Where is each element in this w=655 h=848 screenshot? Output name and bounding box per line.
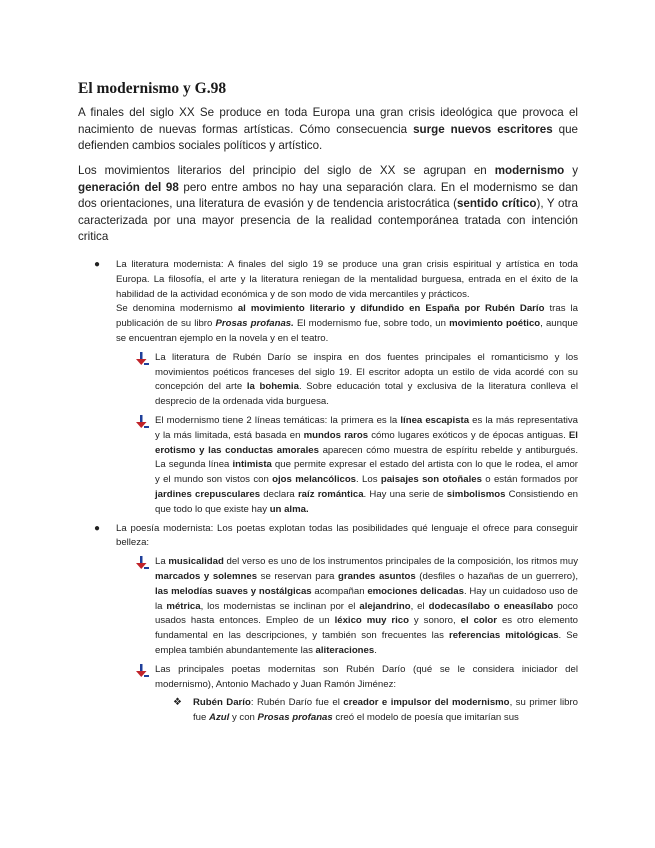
text-run: del verso es uno de los instrumentos principales de la composición, los ritmos muy bbox=[223, 556, 578, 568]
bullet-list bbox=[0, 258, 655, 730]
bold-run: línea escapista bbox=[400, 414, 470, 426]
list-item-text: La poesía modernista: Los poetas explotan todas las posibilidades qué lenguaje el ofrece para conseguir belleza: bbox=[116, 522, 578, 549]
text-run: que defienden cambios sociales políticos y artístico. bbox=[78, 122, 578, 152]
text-run: La bbox=[155, 556, 169, 568]
text-run: A finales del siglo XX Se produce en toda Europa una gran crisis ideológica que provoca el nacimiento de nuevas formas artísticas. Cómo consecuencia bbox=[78, 106, 578, 136]
bold-run: creador e impulsor del modernismo bbox=[343, 697, 510, 709]
text-run: ), Y otra caracterizada por una mayor presencia de la realidad contemporánea tratada con intención critica bbox=[78, 197, 578, 243]
bold-run: al movimiento literario y difundido en España por Rubén Darío bbox=[237, 303, 545, 315]
text-run: aparecen cómo muestra de espíritu rebelde y antiburgués. La segunda línea bbox=[155, 444, 578, 471]
text-run: y bbox=[564, 164, 578, 177]
text-run: La literatura de Rubén Darío se inspira en dos fuentes principales el romanticismo y los movimientos poéticos franceses del siglo 19. El escritor adopta un estilo de vida acordé con su concepción del arte bbox=[155, 351, 578, 393]
bold-run: sentido crítico bbox=[456, 197, 537, 210]
text-run: tras la publicación de su libro bbox=[116, 303, 579, 330]
bold-run: métrica bbox=[166, 600, 201, 612]
bullet-icon: ● bbox=[94, 259, 101, 270]
text-run: y con bbox=[229, 712, 258, 724]
list-item-text bbox=[193, 696, 578, 726]
list-item-text bbox=[155, 351, 578, 410]
text-run: . Hay una serie de bbox=[363, 488, 447, 500]
bold-run: paisajes son otoñales bbox=[380, 474, 482, 486]
text-run: , su primer libro fue bbox=[193, 697, 579, 724]
movements-paragraph bbox=[78, 163, 578, 246]
bold-run: Rubén Darío bbox=[193, 697, 251, 709]
bold-run: intimista bbox=[232, 459, 272, 471]
bold-run: aliteraciones bbox=[315, 644, 375, 656]
bold-run: ojos melancólicos bbox=[272, 474, 357, 486]
bold-run: surge nuevos escritores bbox=[413, 122, 553, 136]
text-run: Los movimientos literarios del principio del siglo de XX se agrupan en bbox=[78, 164, 495, 177]
arrow-bullet-icon bbox=[135, 664, 149, 678]
bold-run: musicalidad bbox=[168, 556, 224, 568]
bold-italic-run: Azul bbox=[209, 712, 230, 724]
bullet-icon: ● bbox=[94, 522, 101, 534]
bold-run: las melodías suaves y nostálgicas bbox=[155, 585, 312, 597]
text-run: acompañan bbox=[311, 585, 368, 597]
list-item-text bbox=[155, 414, 578, 518]
bold-run: la bohemia bbox=[246, 381, 299, 393]
list-item-text bbox=[155, 555, 578, 659]
text-run: El modernismo tiene 2 líneas temáticas: la primera es la bbox=[155, 414, 401, 426]
list-item-principales-poetas bbox=[155, 663, 578, 693]
list-item-lineas-tematicas bbox=[155, 414, 578, 518]
list-item-literatura-modernista bbox=[94, 258, 579, 347]
bold-italic-run: Prosas profanas bbox=[257, 712, 333, 724]
list-item-text: Las principales poetas modernitas son Rubén Darío (qué se le considera iniciador del modernismo), Antonio Machado y Juan Ramón Jiménez: bbox=[155, 663, 578, 690]
text-run: que permite expresar el estado del artista con lo que le rodea, el amor y el mundo son vistos con bbox=[155, 459, 578, 486]
bold-run: El erotismo y las conductas amorales bbox=[155, 429, 578, 456]
bold-run: el color bbox=[460, 615, 498, 627]
bold-run: alejandrino bbox=[359, 600, 411, 612]
text-run: declara bbox=[260, 488, 298, 500]
text-run: o están formados por bbox=[481, 474, 578, 486]
bold-run: movimiento poético bbox=[449, 318, 541, 330]
bold-run: léxico muy rico bbox=[334, 615, 409, 627]
list-item-musicalidad bbox=[155, 555, 578, 659]
bold-run: emociones delicadas bbox=[367, 585, 464, 597]
text-run: . bbox=[374, 644, 377, 656]
bold-run: dodecasílabo o eneasílabo bbox=[428, 600, 554, 612]
bold-run: grandes asuntos bbox=[338, 570, 416, 582]
text-run: : Rubén Darío fue el bbox=[250, 697, 344, 709]
bold-run: mundos raros bbox=[303, 429, 369, 441]
text-run: , aunque se encuentran ejemplo en la novela y en el teatro. bbox=[116, 318, 578, 344]
text-run: Consistiendo en que todo lo que existe hay bbox=[155, 488, 578, 515]
page-title: El modernismo y G.98 bbox=[78, 80, 227, 97]
text-run: El modernismo fue, sobre todo, un bbox=[293, 318, 450, 330]
bold-run: jardines crepusculares bbox=[155, 488, 261, 500]
text-run: pero entre ambos no hay una separación clara. En el modernismo se dan dos orientaciones, una literatura de evasión y de tendencia aristocrática ( bbox=[78, 180, 578, 210]
arrow-bullet-icon bbox=[135, 556, 149, 570]
bold-run: generación del 98 bbox=[78, 180, 179, 194]
text-run: se reservan para bbox=[257, 570, 339, 582]
text-run: es la más representativa y la más limitada, está basada en bbox=[155, 414, 579, 441]
bold-run: simbolismos bbox=[446, 488, 506, 500]
arrow-bullet-icon bbox=[135, 415, 149, 429]
text-run: . Los bbox=[356, 474, 381, 486]
text-run: Se denomina modernismo bbox=[116, 303, 238, 315]
text-run: cómo lugares exóticos y de épocas antiguas. bbox=[368, 429, 569, 441]
diamond-bullet-icon: ❖ bbox=[173, 697, 182, 709]
text-run: es otro elemento fundamental en las descripciones, y también son frecuentes las bbox=[155, 615, 578, 642]
intro-paragraph bbox=[78, 105, 578, 155]
list-item-poesia-modernista bbox=[94, 522, 578, 552]
bold-run: raíz romántica bbox=[297, 488, 364, 500]
bold-run: referencias mitológicas bbox=[448, 630, 559, 642]
text-run: , el bbox=[410, 600, 429, 612]
text-run: . Sobre educación total y exclusiva de la literatura conlleva el desprecio de la ordenada vida burguesa. bbox=[155, 381, 578, 408]
list-item-ruben-dario-fuentes bbox=[155, 351, 578, 410]
arrow-bullet-icon bbox=[135, 352, 149, 366]
text-run: , los modernistas se inclinan por el bbox=[200, 600, 360, 612]
text-run: (desfiles o hazañas de un guerrero), bbox=[415, 570, 578, 582]
list-item-text: La literatura modernista: A finales del siglo 19 se produce una gran crisis espiritual y artística en toda Europa. La filosofía, el arte y la literatura reniegan de la mentalidad burguesa, entrada en el éxito de la habilidad de la actividad económica y de son modo de vida mercantiles y prácticos. bbox=[116, 259, 578, 300]
list-item-text bbox=[116, 302, 578, 346]
list-item-ruben-dario bbox=[173, 696, 579, 726]
text-run: creó el modelo de poesía que imitarían sus bbox=[332, 712, 519, 724]
text-run: poco usados hasta entonces. Empleo de un bbox=[155, 600, 578, 627]
text-run: y sonoro, bbox=[408, 615, 461, 627]
bold-run: un alma. bbox=[269, 503, 309, 515]
bold-run: modernismo bbox=[494, 164, 565, 177]
text-run: . Se emplea también abundantemente las bbox=[155, 630, 578, 656]
bold-italic-run: Prosas profanas. bbox=[215, 318, 294, 330]
bold-run: marcados y solemnes bbox=[155, 570, 258, 582]
text-run: . Hay un cuidadoso uso de la bbox=[155, 585, 579, 612]
